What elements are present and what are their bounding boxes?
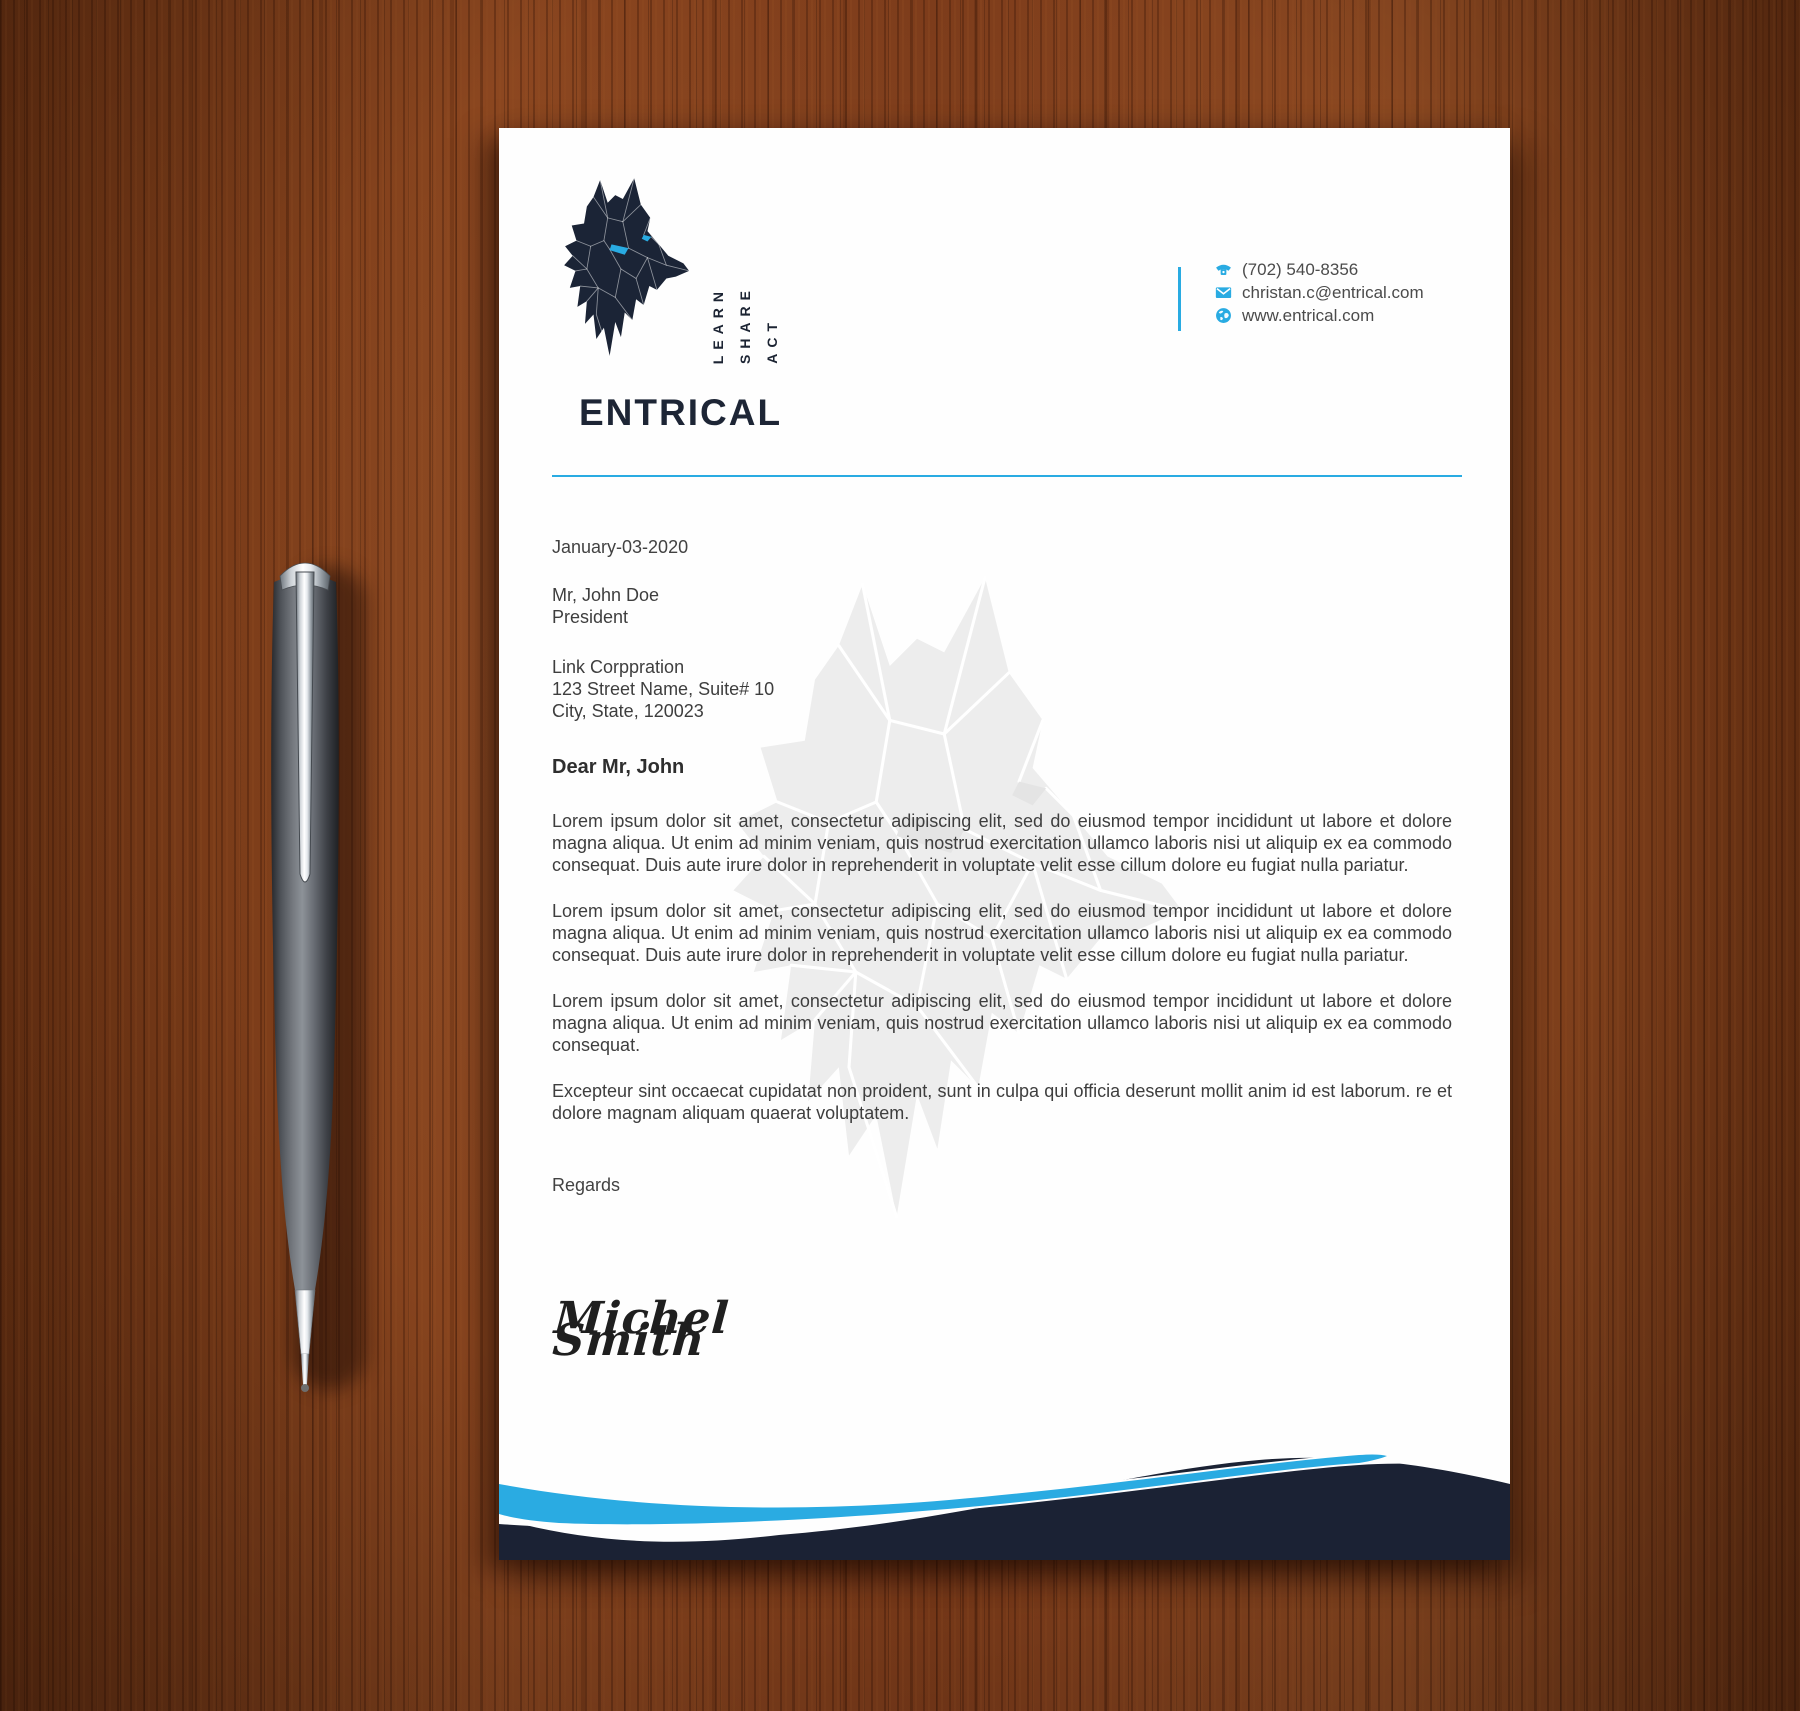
email-address: christan.c@entrical.com [1242, 282, 1424, 302]
globe-icon [1215, 307, 1232, 324]
tagline-word: SHARE [737, 284, 753, 364]
wolf-logo-icon [549, 174, 691, 364]
phone-icon [1215, 261, 1232, 278]
brand-tagline [710, 258, 780, 364]
recipient-name: Mr, John Doe [552, 585, 660, 605]
body-paragraph: Lorem ipsum dolor sit amet, consectetur adipiscing elit, sed do eiusmod tempor incididunt ut labore et dolore magna aliqua. Ut enim ad minim veniam, quis nostrud exercitation ullamco laboris nisi ut aliquip ex ea commodo consequat. [552, 991, 1452, 1055]
contact-divider-line [1178, 267, 1181, 331]
pen-tip-cone [295, 1290, 315, 1354]
contact-info [1215, 261, 1424, 324]
recipient-address-line2: City, State, 120023 [552, 701, 704, 721]
header-divider-line [552, 475, 1462, 477]
signature: Michel Smith [551, 1293, 732, 1366]
body-paragraph: Excepteur sint occaecat cupidatat non proident, sunt in culpa qui officia deserunt mollit anim id est laborum. re et dolore magnam aliquam quaerat voluptatem. [552, 1081, 1452, 1123]
company-name: ENTRICAL [579, 392, 783, 433]
contact-phone-row [1215, 261, 1424, 278]
phone-number: (702) 540-8356 [1242, 259, 1359, 279]
recipient-company: Link Corppration [552, 657, 685, 677]
body-paragraph: Lorem ipsum dolor sit amet, consectetur adipiscing elit, sed do eiusmod tempor incididunt ut labore et dolore magna aliqua. Ut enim ad minim veniam, quis nostrud exercitation ullamco laboris nisi ut aliquip ex ea commodo consequat. Duis aute irure dolor in reprehenderit in voluptate velit esse cillum dolore eu fugiat nulla pariatur. [552, 811, 1452, 875]
recipient-block [552, 584, 1452, 628]
recipient-address-block [552, 656, 1452, 722]
tagline-word: LEARN [710, 285, 726, 364]
website-url: www.entrical.com [1242, 305, 1375, 325]
salutation: Dear Mr, John [552, 756, 685, 778]
body-paragraph: Lorem ipsum dolor sit amet, consectetur adipiscing elit, sed do eiusmod tempor incididunt ut labore et dolore magna aliqua. Ut enim ad minim veniam, quis nostrud exercitation ullamco laboris nisi ut aliquip ex ea commodo consequat. Duis aute irure dolor in reprehenderit in voluptate velit esse cillum dolore eu fugiat nulla pariatur. [552, 901, 1452, 965]
footer-wave-graphic [499, 1410, 1510, 1560]
ballpoint-pen [268, 548, 342, 1398]
pen-tip [301, 1354, 309, 1388]
tagline-word: ACT [764, 317, 780, 364]
letter-date: January-03-2020 [552, 537, 689, 557]
recipient-title: President [552, 607, 629, 627]
letterhead-sheet [499, 128, 1510, 1560]
recipient-address-line1: 123 Street Name, Suite# 10 [552, 679, 775, 699]
letter-content [551, 536, 1452, 1366]
contact-email-row [1215, 284, 1424, 301]
contact-website-row [1215, 307, 1424, 324]
envelope-icon [1215, 284, 1232, 301]
closing: Regards [552, 1175, 621, 1195]
